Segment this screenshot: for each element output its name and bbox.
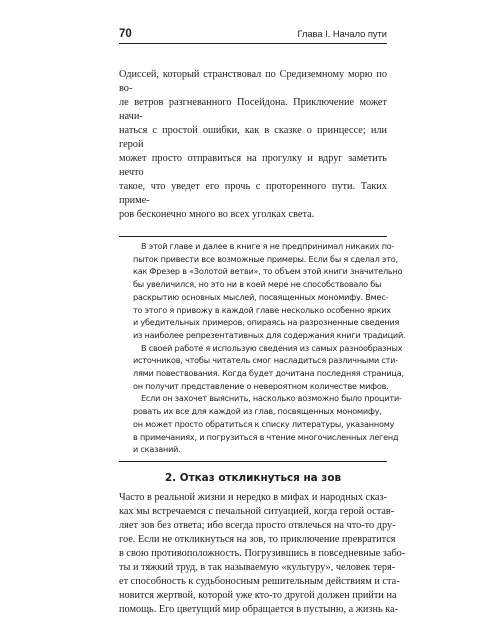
- text-line: может просто отправиться на прогулку и вдруг заметить нечто: [119, 153, 387, 178]
- book-page: [119, 27, 406, 617]
- note-line: как Фрезер в «Золотой ветви», то объем этой книги значительно: [133, 266, 403, 277]
- intro-paragraph: [119, 68, 387, 222]
- text-line: новится жертвой, которой уже кто-то другой должен прийти на: [119, 589, 397, 601]
- note-line: В этой главе и далее в книге я не предпринимал никаких по-: [141, 241, 395, 251]
- note-line: то этого я привожу в каждой главе несколько особенно ярких: [133, 304, 391, 315]
- text-line: такое, что уведет его прочь с проторенного пути. Таких приме-: [119, 181, 387, 206]
- note-line: В своей работе я использую сведения из самых разнообразных: [141, 342, 403, 353]
- author-note-box: [119, 236, 406, 462]
- note-line: источников, чтобы читатель смог насладиться различными сти-: [133, 355, 398, 366]
- note-line: он получит представление о невероятном количестве мифов.: [133, 380, 389, 391]
- note-line: и сказаний.: [133, 444, 181, 455]
- text-line: ле ветров разгневанного Посейдона. Приключение может начи-: [119, 97, 387, 122]
- page-header: [119, 27, 387, 44]
- note-line: он может просто обратиться к списку литературы, указанному: [133, 418, 395, 429]
- note-line: из наиболее репрезентативных для содержания книги традиций.: [133, 329, 406, 340]
- text-line: в свою противоположность. Погрузившись в повседневные забо-: [119, 547, 406, 559]
- text-line: ров бесконечно много во всех уголках света.: [119, 209, 315, 220]
- text-line: Часто в реальной жизни и нередко в мифах и народных сказ-: [119, 491, 387, 503]
- note-line: раскрытию основных мыслей, посвященных мономифу. Вмес-: [133, 291, 389, 302]
- note-line: пыток привести все возможные примеры. Если бы я сделал это,: [133, 253, 398, 264]
- note-line: Если он захочет выяснить, насколько возможно было процити-: [141, 393, 402, 404]
- note-line: бы увеличился, но это ни в коей мере не способствовало бы: [133, 279, 382, 290]
- text-line: ках мы встречаемся с печальной ситуацией, когда герой остав-: [119, 505, 395, 517]
- text-line: помощь. Его цветущий мир обращается в пустыню, а жизнь ка-: [119, 603, 399, 615]
- text-line: ет способность к судьбоносным решительным действиям и ста-: [119, 575, 400, 587]
- page-number: 70: [119, 28, 132, 40]
- note-line: в примечаниях, и погрузиться в чтение многочисленных легенд: [133, 431, 399, 442]
- text-line: наться с простой ошибки, как в сказке о принцессе; или герой: [119, 125, 387, 150]
- text-line: гое. Если не откликнуться на зов, то приключение превратится: [119, 533, 396, 545]
- text-line: Одиссей, который странствовал по Средиземному морю по во-: [119, 69, 387, 94]
- note-line: лями повествования. Когда будет дочитана последняя страница,: [133, 368, 404, 379]
- text-line: ты и тяжкий труд, в так называемую «культуру», человек теря-: [119, 561, 396, 573]
- section-body-paragraph: [119, 491, 406, 617]
- text-line: ляет зов без ответа; ибо всегда просто отвлечься на что-то дру-: [119, 519, 396, 531]
- note-line: и убедительных примеров, опираясь на разрозненные сведения: [133, 317, 400, 328]
- note-line: ровать их все для каждой из глав, посвященных мономифу,: [133, 406, 382, 417]
- section-heading: 2. Отказ откликнуться на зов: [164, 471, 342, 484]
- running-chapter-title: Глава I. Начало пути: [297, 29, 387, 39]
